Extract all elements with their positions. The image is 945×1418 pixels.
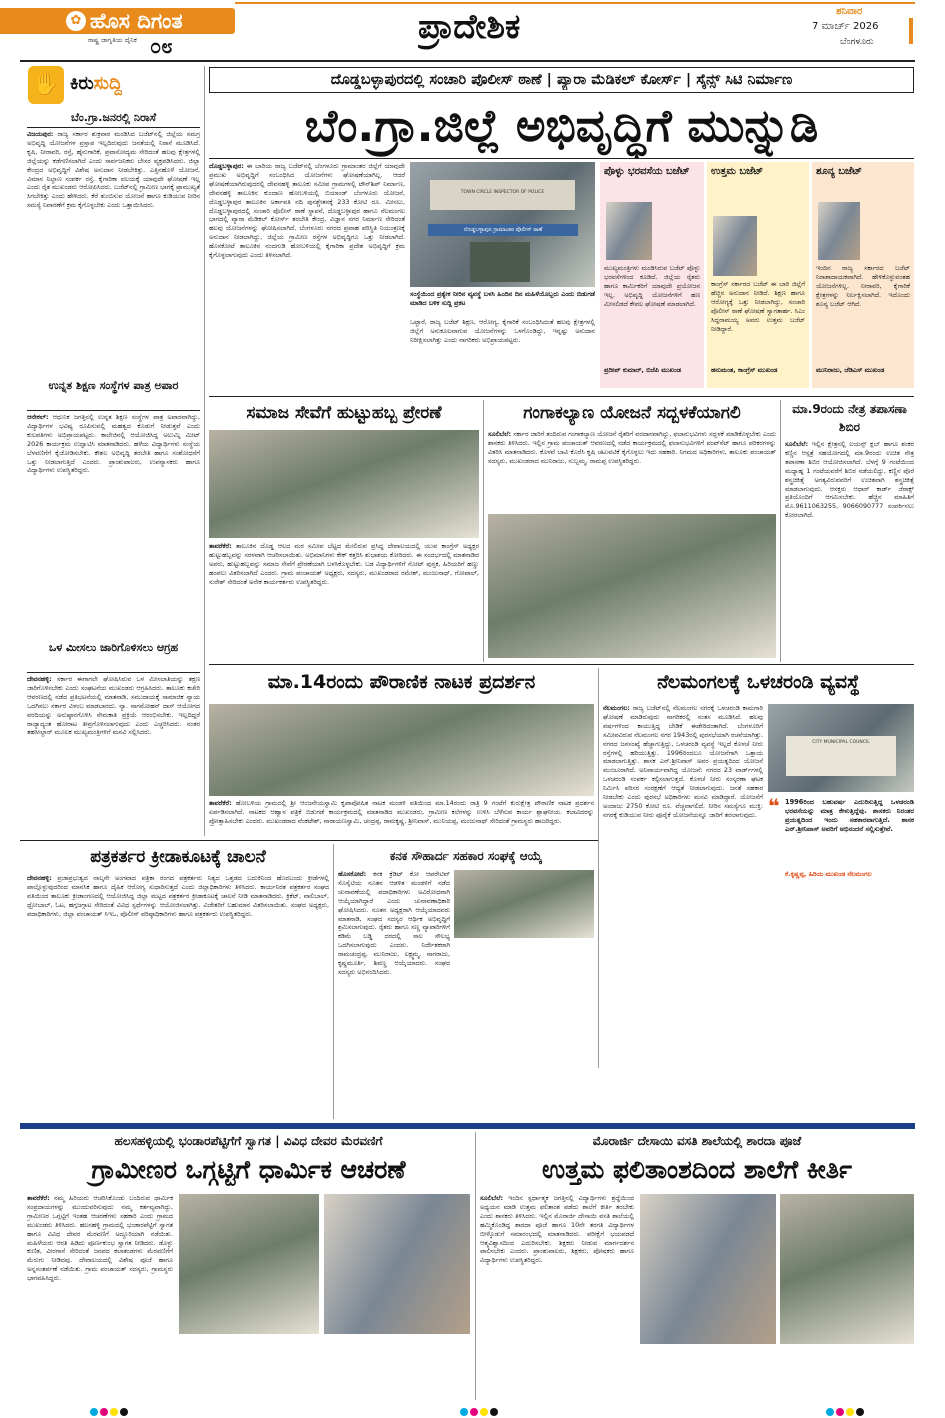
story-ganga-kalyana	[488, 400, 776, 660]
lead-headline: ಬೆಂ.ಗ್ರಾ.ಜಿಲ್ಲೆ ಅಭಿವೃದ್ಧಿಗೆ ಮುನ್ನುಡಿ	[304, 99, 819, 152]
date-label: 7 ಮಾರ್ಚ್ 2026	[812, 21, 879, 32]
masthead-side-bar	[909, 18, 913, 44]
reaction-1	[600, 162, 704, 388]
kiru-label-b: ಸುದ್ದಿ	[93, 73, 123, 94]
brief-dateline: ವಿಜಯಪುರ:	[27, 130, 54, 138]
brief-title: ಒಳ ಮೀಸಲು ಜಾರಿಗೊಳಿಸಲು ಆಗ್ರಹ	[48, 641, 179, 654]
registration-dot	[836, 1408, 844, 1416]
story-text: ರಾಜ್ಯ ಬಜೆಟ್‌ನಲ್ಲಿ ನೆಲಮಂಗಲ ನಗರಕ್ಕೆ ಒಳಚರಂಡಿ ಕಾಮಗಾರಿ ಘೋಷಣೆ ಮಾಡಿರುವುದು ನಾಗರಿಕರಲ್ಲಿ ಸಂತಸ ಮೂಡಿಸಿದೆ. ಹಲವು ವರ್ಷಗಳಿಂದ ಕಾಯುತ್ತಿದ್ದ ಬೇಡಿಕೆ ಈಡೇರಿದಂತಾಗಿದೆ. ಬೆಂಗಳೂರಿಗೆ ಸಮೀಪವಿರುವ ನೆಲಮಂಗಲ ನಗರ 1943ರಲ್ಲಿ ಪುರಸಭೆಯಾಗಿ ರಚನೆಯಾಗಿತ್ತು. ನಗರದ ಜನಸಂಖ್ಯೆ ಹೆಚ್ಚಾಗುತ್ತಿದ್ದು, ಒಳಚರಂಡಿ ವ್ಯವಸ್ಥೆ ಇಲ್ಲದೆ ಕೊಳಚೆ ನೀರು ರಸ್ತೆಗಳಲ್ಲಿ ಹರಿಯುತ್ತಿತ್ತು. 1996ರಿಂದಲೂ ಯೋಜನೆಗಾಗಿ ಒತ್ತಾಯ ಮಾಡಲಾಗುತ್ತಿತ್ತು. ಶಾಸಕ ಎನ್.ಶ್ರೀನಿವಾಸ್ ಅವರ ಪ್ರಯತ್ನದಿಂದ ಯೋಜನೆ ಮಂಜೂರಾಗಿದೆ. ಅನಿವಾರ್ಯವಾಗಿದ್ದ ಯೋಜನೆ: ನಗರದ 23 ವಾರ್ಡ್‌ಗಳಲ್ಲಿ ಒಳಚರಂಡಿ ಸಂಪರ್ಕ ಕಲ್ಪಿಸಲಾಗುತ್ತದೆ. ಕೊಳಚೆ ನೀರು ಸಂಸ್ಕರಣಾ ಘಟಕ ನಿರ್ಮಿಸಿ ಪರಿಸರ ಸಂರಕ್ಷಣೆಗೆ ಆದ್ಯತೆ ನೀಡಲಾಗುವುದು. ಜನತೆ ಸಹಕಾರ ನೀಡಬೇಕು ಎಂದು ಪುರಸಭೆ ಅಧಿಕಾರಿಗಳು ಮನವಿ ಮಾಡಿದ್ದಾರೆ. ಯೋಜನೆಗೆ ಅಂದಾಜು 2750 ಕೋಟಿ ರೂ. ವೆಚ್ಚವಾಗಲಿದೆ. ನೀರಿನ ಸಮಸ್ಯೆಗೂ ಮುಕ್ತಿ: ನಗರಕ್ಕೆ ಕುಡಿಯುವ ನೀರು ಪೂರೈಕೆ ಯೋಜನೆಯನ್ನೂ ಜಾರಿಗೆ ತರಲಾಗುವುದು.	[603, 704, 763, 819]
story-headline: ಕನಕ ಸೌಹಾರ್ದ ಸಹಕಾರ ಸಂಘಕ್ಕೆ ಆಯ್ಕೆ	[389, 849, 543, 863]
section-divider	[209, 396, 914, 397]
reaction-2	[707, 162, 809, 388]
reaction-3	[812, 162, 914, 388]
day-label: ಶನಿವಾರ	[836, 6, 863, 17]
story-photo	[640, 1194, 776, 1344]
lead-caption-body: ಒಟ್ಟಾರೆ, ರಾಜ್ಯ ಬಜೆಟ್ ಶಿಕ್ಷಣ, ಆರೋಗ್ಯ, ಕೈಗಾರಿಕೆ ಸಂಬಂಧಿಸಿದಂತೆ ಹಲವು ಕ್ಷೇತ್ರಗಳಲ್ಲಿ ಜಿಲ್ಲೆಗೆ ಅನುಕೂಲವಾಗುವ ಯೋಜನೆಗಳನ್ನು ಒಳಗೊಂಡಿದ್ದು, ಇನ್ನಷ್ಟು ಅನುದಾನ ನಿರೀಕ್ಷಿಸಲಾಗಿತ್ತು ಎಂದು ನಾಗರಿಕರು ಅಭಿಪ್ರಾಯಪಟ್ಟರು.	[410, 318, 595, 344]
story-text: ಇಲ್ಲಿನ ಕ್ಷೇತ್ರನಲ್ಲಿ ಲಯನ್ಸ್ ಕ್ಲಬ್ ಹಾಗೂ ಶಂಕರ ಕಣ್ಣಿನ ಆಸ್ಪತ್ರೆ ಸಹಯೋಗದಲ್ಲಿ ಮಾ.9ರಂದು ಉಚಿತ ನೇತ್ರ ತಪಾಸಣಾ ಶಿಬಿರ ಆಯೋಜಿಸಲಾಗಿದೆ. ಬೆಳಗ್ಗೆ 9 ಗಂಟೆಯಿಂದ ಮಧ್ಯಾಹ್ನ 1 ಗಂಟೆಯವರೆಗೆ ಶಿಬಿರ ನಡೆಯಲಿದ್ದು, ಕಣ್ಣಿನ ಪೊರೆ ಶಸ್ತ್ರಚಿಕಿತ್ಸೆ ಅಗತ್ಯವಿರುವವರಿಗೆ ಉಚಿತವಾಗಿ ಶಸ್ತ್ರಚಿಕಿತ್ಸೆ ಮಾಡಲಾಗುವುದು. ಆಸಕ್ತರು ಆಧಾರ್ ಕಾರ್ಡ್ ಜೆರಾಕ್ಸ್ ಪ್ರತಿಯೊಂದಿಗೆ ಆಗಮಿಸಬೇಕು. ಹೆಚ್ಚಿನ ಮಾಹಿತಿಗೆ ಮೊ.9611063255, 9066090777 ಸಂಪರ್ಕಿಸಲು ಕೋರಲಾಗಿದೆ.	[785, 440, 914, 520]
story-text: ಕನಕ ಕ್ರೆಡಿಟ್ ಕೋ ಆಪರೇಟಿವ್ ಸೊಸೈಟಿಯ ನೂತನ ಆಡಳಿತ ಮಂಡಳಿಗೆ ನಡೆದ ಚುನಾವಣೆಯಲ್ಲಿ ಪದಾಧಿಕಾರಿಗಳು ಅವಿರೋಧವಾಗಿ ಆಯ್ಕೆಯಾಗಿದ್ದಾರೆ ಎಂದು ಚುನಾವಣಾಧಿಕಾರಿ ಘೋಷಿಸಿದರು. ನೂತನ ಅಧ್ಯಕ್ಷರಾಗಿ ಆಯ್ಕೆಯಾದವರು ಮಾತನಾಡಿ, ಸಂಘದ ಸದಸ್ಯರ ಆರ್ಥಿಕ ಅಭಿವೃದ್ಧಿಗೆ ಶ್ರಮಿಸಲಾಗುವುದು. ರೈತರು ಹಾಗೂ ಸಣ್ಣ ವ್ಯಾಪಾರಿಗಳಿಗೆ ಕಡಿಮೆ ಬಡ್ಡಿ ದರದಲ್ಲಿ ಸಾಲ ಸೌಲಭ್ಯ ಒದಗಿಸಲಾಗುವುದು ಎಂದರು. ನಿರ್ದೇಶಕರಾಗಿ ರಾಮಚಂದ್ರಪ್ಪ, ಮುನಿರಾಜು, ಲಕ್ಷ್ಮಮ್ಮ, ನಾಗರಾಜು, ಕೃಷ್ಣಮೂರ್ತಿ, ಶಿವಣ್ಣ ಆಯ್ಕೆಯಾದರು. ಸಂಘದ ಸದಸ್ಯರು ಅಭಿನಂದಿಸಿದರು.	[338, 870, 450, 976]
story-morarji	[480, 1132, 914, 1400]
story-headline: ಉತ್ತಮ ಫಲಿತಾಂಶದಿಂದ ಶಾಲೆಗೆ ಕೀರ್ತಿ	[542, 1155, 852, 1184]
story-eye-camp	[785, 400, 914, 660]
story-headline: ಗ್ರಾಮೀಣರ ಒಗ್ಗಟ್ಟಿಗೆ ಧಾರ್ಮಿಕ ಆಚರಣೆ	[91, 1155, 406, 1184]
story-dateline: ತಾವರೆಕೆರೆ:	[27, 1194, 50, 1202]
story-text: ಹೋಬಳಿಯ ಗ್ರಾಮದಲ್ಲಿ ಶ್ರೀ ಆಂಜನೇಯಸ್ವಾಮಿ ಕೃಪಾಪೋಷಿತ ನಾಟಕ ಮಂಡಳಿ ವತಿಯಿಂದ ಮಾ.14ರಂದು ರಾತ್ರಿ 9 ಗಂಟೆಗೆ ಕುರುಕ್ಷೇತ್ರ ಪೌರಾಣಿಕ ನಾಟಕ ಪ್ರದರ್ಶನ ಏರ್ಪಡಿಸಲಾಗಿದೆ. ನಾಟಕದ ಆಹ್ವಾನ ಪತ್ರಿಕೆ ಬಿಡುಗಡೆ ಕಾರ್ಯಕ್ರಮದಲ್ಲಿ ಮಾತನಾಡಿದ ಮುಖಂಡರು, ಗ್ರಾಮೀಣ ಕಲೆಗಳನ್ನು ಉಳಿಸಿ ಬೆಳೆಸುವ ಕಾರ್ಯ ಶ್ಲಾಘನೀಯ. ಕಲಾವಿದರನ್ನು ಪ್ರೋತ್ಸಾಹಿಸಬೇಕು ಎಂದರು. ಮುಖಂಡರಾದ ವೆಂಕಟೇಶ್, ನಾರಾಯಣಸ್ವಾಮಿ, ಚಂದ್ರಪ್ಪ, ರಾಮಕೃಷ್ಣ, ಶ್ರೀನಿವಾಸ್, ಮುನಿಯಪ್ಪ, ಮಂಜುನಾಥ್ ಸೇರಿದಂತೆ ಗ್ರಾಮಸ್ಥರು ಹಾಜರಿದ್ದರು.	[209, 799, 594, 825]
brief-rule	[27, 410, 200, 411]
story-quote-sign: ಕೆ.ಕೃಷ್ಣಪ್ಪ, ಹಿರಿಯ ಮುಖಂಡ ನೆಲಮಂಗಲ	[785, 870, 872, 878]
reaction-quote: ಇಂದಿನ ರಾಜ್ಯ ಸರ್ಕಾರದ ಬಜೆಟ್ ನಿರಾಶಾದಾಯಕವಾಗಿದೆ. ಹೇಳಿಕೊಳ್ಳುವಂತಹ ಯೋಜನೆಗಳಿಲ್ಲ. ನೀರಾವರಿ, ಕೈಗಾರಿಕೆ ಕ್ಷೇತ್ರಗಳನ್ನು ನಿರ್ಲಕ್ಷಿಸಲಾಗಿದೆ. ಇದೊಂದು ಶೂನ್ಯ ಬಜೆಟ್ ಆಗಿದೆ.	[816, 264, 910, 308]
brief-text: ಸರ್ಕಾರ ಈಗಾಗಲೇ ಘೋಷಿಸಿರುವ ಒಳ ಮೀಸಲಾತಿಯನ್ನು ತಕ್ಷಣ ಜಾರಿಗೊಳಿಸಬೇಕು ಎಂದು ಸಂಘಟನೆಯ ಮುಖಂಡರು ಆಗ್ರಹಿಸಿದರು. ತಾಲೂಕು ಕಚೇರಿ ಆವರಣದಲ್ಲಿ ನಡೆದ ಪ್ರತಿಭಟನೆಯಲ್ಲಿ ಮಾತನಾಡಿ, ಸಮುದಾಯಕ್ಕೆ ಸಾಮಾಜಿಕ ನ್ಯಾಯ ಒದಗಿಸಲು ಸರ್ಕಾರ ವಿಳಂಬ ಮಾಡಬಾರದು. ನ್ಯಾ. ನಾಗಮೋಹನ್ ದಾಸ್ ಆಯೋಗದ ವರದಿಯನ್ನು ಅನುಷ್ಠಾನಗೊಳಿಸಿ ನೇಮಕಾತಿ ಪ್ರಕ್ರಿಯೆ ಆರಂಭಿಸಬೇಕು. ಇಲ್ಲದಿದ್ದರೆ ರಾಜ್ಯಾದ್ಯಂತ ಹೋರಾಟ ತೀವ್ರಗೊಳಿಸಲಾಗುವುದು ಎಂದು ಎಚ್ಚರಿಸಿದರು. ನಂತರ ತಹಸೀಲ್ದಾರ್ ಮೂಲಕ ಮುಖ್ಯಮಂತ್ರಿಗಳಿಗೆ ಮನವಿ ಸಲ್ಲಿಸಿದರು.	[27, 675, 200, 737]
reaction-avatar	[606, 202, 652, 260]
registration-dot	[846, 1408, 854, 1416]
brief-2	[27, 378, 200, 632]
story-photo	[780, 1194, 914, 1344]
story-headline: ಪತ್ರಕರ್ತರ ಕ್ರೀಡಾಕೂಟಕ್ಕೆ ಚಾಲನೆ	[90, 847, 266, 867]
story-halasahalli	[27, 1132, 470, 1400]
story-dateline: ಹೊಸಕೋಟೆ:	[338, 870, 367, 878]
column-divider	[204, 66, 205, 836]
story-body	[480, 1194, 634, 1398]
kiru-label	[70, 72, 122, 96]
reaction-sign: ಪ್ರದೀಪ್ ಕುಮಾರ್, ಬಿಜೆಪಿ ಮುಖಂಡ	[604, 366, 681, 374]
registration-dot	[826, 1408, 834, 1416]
story-headline: ಮಾ.9ರಂದು ನೇತ್ರ ತಪಾಸಣಾ ಶಿಬಿರ	[792, 402, 907, 434]
section-title: ಪ್ರಾದೇಶಿಕ	[418, 7, 521, 47]
story-dateline: ತಾವರೆಕೆರೆ:	[209, 799, 232, 807]
brief-body	[27, 413, 200, 628]
story-body	[603, 704, 763, 1066]
logo-text: ಹೊಸ ದಿಗಂತ	[90, 9, 183, 33]
story-text: ಪ್ರಜಾಪ್ರಭುತ್ವದ ನಾಲ್ಕನೇ ಅಂಗವಾದ ಪತ್ರಿಕಾ ರಂಗದ ಪತ್ರಕರ್ತರು ನಿತ್ಯದ ಒತ್ತಡದ ಬದುಕಿನಿಂದ ಹೊರಬಂದು ಕ್ರೀಡೆಗಳಲ್ಲಿ ಪಾಲ್ಗೊಳ್ಳುವುದರಿಂದ ಮಾನಸಿಕ ಹಾಗೂ ದೈಹಿಕ ಆರೋಗ್ಯ ಸುಧಾರಿಸುತ್ತದೆ ಎಂದು ಜಿಲ್ಲಾಧಿಕಾರಿಗಳು ತಿಳಿಸಿದರು. ಕಾರ್ಯನಿರತ ಪತ್ರಕರ್ತರ ಸಂಘದ ವತಿಯಿಂದ ತಾಲೂಕು ಕ್ರೀಡಾಂಗಣದಲ್ಲಿ ಆಯೋಜಿಸಿದ್ದ ಜಿಲ್ಲಾ ಮಟ್ಟದ ಪತ್ರಕರ್ತರ ಕ್ರೀಡಾಕೂಟಕ್ಕೆ ಚಾಲನೆ ನೀಡಿ ಮಾತನಾಡಿದರು. ಕ್ರಿಕೆಟ್, ವಾಲಿಬಾಲ್, ಥ್ರೋಬಾಲ್, ಓಟ, ಹಗ್ಗಜಗ್ಗಾಟ ಸೇರಿದಂತೆ ವಿವಿಧ ಸ್ಪರ್ಧೆಗಳನ್ನು ಆಯೋಜಿಸಲಾಗಿತ್ತು. ವಿಜೇತರಿಗೆ ಬಹುಮಾನ ವಿತರಿಸಲಾಯಿತು. ಸಂಘದ ಅಧ್ಯಕ್ಷರು, ಪದಾಧಿಕಾರಿಗಳು, ಜಿಲ್ಲಾ ಪಂಚಾಯತ್ ಸಿಇಒ, ಪೊಲೀಸ್ ವರಿಷ್ಠಾಧಿಕಾರಿಗಳು ಹಾಗೂ ಪತ್ರಕರ್ತರು ಉಪಸ್ಥಿತರಿದ್ದರು.	[27, 874, 329, 918]
registration-dot	[480, 1408, 488, 1416]
kiru-suddi-badge	[28, 66, 198, 106]
story-dateline: ದೇವನಹಳ್ಳಿ:	[27, 874, 52, 882]
story-photo	[454, 870, 594, 938]
registration-dot	[100, 1408, 108, 1416]
reaction-title: ಉತ್ತಮ ಬಜೆಟ್	[711, 166, 764, 177]
registration-dot	[460, 1408, 468, 1416]
section-divider	[209, 664, 914, 665]
brief-text: ಆಧುನಿಕ ಜಗತ್ತಿನಲ್ಲಿ ಉನ್ನತ ಶಿಕ್ಷಣ ಸಂಸ್ಥೆಗಳ ಪಾತ್ರ ಅಪಾರವಾಗಿದ್ದು, ವಿದ್ಯಾರ್ಥಿಗಳ ಭವಿಷ್ಯ ರೂಪಿಸುವಲ್ಲಿ ಮಹತ್ವದ ಕೊಡುಗೆ ನೀಡುತ್ತವೆ ಎಂದು ಕುಲಪತಿಗಳು ಅಭಿಪ್ರಾಯಪಟ್ಟರು. ಕಾಲೇಜಿನಲ್ಲಿ ಆಯೋಜಿಸಿದ್ದ ಅಲುಮ್ನಿ ಮೀಟ್ 2026 ಕಾರ್ಯಕ್ರಮ ಉದ್ಘಾಟಿಸಿ ಮಾತನಾಡಿದರು. ಹಳೆಯ ವಿದ್ಯಾರ್ಥಿಗಳು ಸಂಸ್ಥೆಯ ಬೆಳವಣಿಗೆಗೆ ಕೈಜೋಡಿಸಬೇಕು. ಕೌಶಲ ಅಭಿವೃದ್ಧಿ ತರಬೇತಿ ಹಾಗೂ ಸಂಶೋಧನೆಗೆ ಒತ್ತು ನೀಡಲಾಗುತ್ತಿದೆ ಎಂದರು. ಪ್ರಾಂಶುಪಾಲರು, ಉಪನ್ಯಾಸಕರು ಹಾಗೂ ವಿದ್ಯಾರ್ಥಿಗಳು ಉಪಸ್ಥಿತರಿದ್ದರು.	[27, 413, 200, 475]
story-dateline: ನೆಲಮಂಗಲ:	[603, 704, 630, 712]
station-sign: TOWN CIRCLE INSPECTOR OF POLICE	[460, 190, 545, 195]
registration-dot	[120, 1408, 128, 1416]
brief-title: ಉನ್ನತ ಶಿಕ್ಷಣ ಸಂಸ್ಥೆಗಳ ಪಾತ್ರ ಅಪಾರ	[48, 379, 179, 392]
page-number: ೦೮	[150, 34, 173, 58]
station-roof	[430, 180, 575, 210]
story-dateline: ಸೂಲಿಬೆಲೆ:	[488, 430, 512, 438]
masthead	[0, 0, 945, 58]
story-dateline: ಸೂಲಿಬೆಲೆ:	[480, 1194, 504, 1202]
page-divider	[20, 1123, 915, 1129]
column-divider	[780, 400, 781, 662]
lead-kicker-box	[209, 67, 914, 93]
story-kicker: ಮೊರಾರ್ಜಿ ದೇಸಾಯಿ ವಸತಿ ಶಾಲೆಯಲ್ಲಿ ಶಾರದಾ ಪೂಜೆ	[592, 1134, 802, 1148]
lead-body	[209, 162, 405, 402]
column-divider	[483, 400, 484, 662]
story-photo	[179, 1194, 319, 1334]
section-divider	[20, 840, 598, 841]
lead-rule	[209, 158, 914, 159]
story-body	[488, 430, 776, 510]
column-divider	[333, 844, 334, 1119]
registration-dot	[90, 1408, 98, 1416]
reaction-sign: ಹನುಮಂತ, ಕಾಂಗ್ರೆಸ್ ಮುಖಂಡ	[711, 366, 778, 374]
story-nelamangala	[603, 668, 914, 1068]
station-board: ದೊಡ್ಡಬಳ್ಳಾಪುರ ಗ್ರಾಮಾಂತರ ಪೊಲೀಸ್ ಠಾಣೆ	[428, 224, 578, 236]
brief-body	[27, 675, 200, 835]
story-social-service	[209, 400, 479, 660]
story-text: ಸರ್ಕಾರ ಜಾರಿಗೆ ತಂದಿರುವ ಗಂಗಾಕಲ್ಯಾಣ ಯೋಜನೆ ರೈತರಿಗೆ ವರದಾನವಾಗಿದ್ದು, ಫಲಾನುಭವಿಗಳು ಸದ್ಬಳಕೆ ಮಾಡಿಕೊಳ್ಳಬೇಕು ಎಂದು ಶಾಸಕರು ತಿಳಿಸಿದರು. ಇಲ್ಲಿನ ಗ್ರಾಮ ಪಂಚಾಯತ್ ಆವರಣದಲ್ಲಿ ನಡೆದ ಕಾರ್ಯಕ್ರಮದಲ್ಲಿ ಫಲಾನುಭವಿಗಳಿಗೆ ಪಂಪ್‌ಸೆಟ್ ಹಾಗೂ ಪರಿಕರಗಳನ್ನು ವಿತರಿಸಿ ಮಾತನಾಡಿದರು. ಕೊಳವೆ ಬಾವಿ ಕೊರೆಸಿ ಕೃಷಿ ಚಟುವಟಿಕೆ ಕೈಗೊಳ್ಳಲು ಇದು ಸಹಕಾರಿ. ನಿಗಮದ ಅಧಿಕಾರಿಗಳು, ತಾಲೂಕು ಪಂಚಾಯತ್ ಸದಸ್ಯರು, ಮುಖಂಡರಾದ ಮುನಿರಾಜು, ಸುಬ್ಬಮ್ಮ, ರಾಮಪ್ಪ ಉಪಸ್ಥಿತರಿದ್ದರು.	[488, 430, 776, 465]
reaction-avatar	[818, 202, 860, 260]
story-kicker: ಹಲಸಹಳ್ಳಿಯಲ್ಲಿ ಭಂಡಾರಪೆಟ್ಟಿಗೆಗೆ ಸ್ವಾಗತ | ವಿವಿಧ ದೇವರ ಮೆರವಣಿಗೆ	[114, 1134, 383, 1148]
lead-caption: ಸಂಸ್ಥೆಯಿಂದ ಪ್ರತ್ಯೇಕ ನೀರಿನ ವ್ಯವಸ್ಥೆ ಬಳಸಿ ಹಿಂದಿನ ದಿನ ಮಹಿಳೆಯೊಬ್ಬರು ಎಂದು ಬಿಡುಗಡೆ ಮಾಡಿದ ಬಳಿಕ ಸುದ್ದಿ ಪ್ರಕಟ	[410, 290, 595, 307]
story-headline: ನೆಲಮಂಗಲಕ್ಕೆ ಒಳಚರಂಡಿ ವ್ಯವಸ್ಥೆ	[657, 671, 860, 693]
lead-dateline: ದೊಡ್ಡಬಳ್ಳಾಪುರ:	[209, 162, 244, 170]
quote-mark-icon: ❝	[768, 794, 780, 818]
reaction-quote: ಮುಖ್ಯಮಂತ್ರಿಗಳು ಮಂಡಿಸಿರುವ ಬಜೆಟ್ ಪೊಳ್ಳು ಭರವಸೆಗಳಿಂದ ಕೂಡಿದೆ. ಜಿಲ್ಲೆಯ ರೈತರು ಹಾಗೂ ಕಾರ್ಮಿಕರಿಗೆ ಯಾವುದೇ ಪ್ರಯೋಜನ ಇಲ್ಲ. ಅಭಿವೃದ್ಧಿ ಯೋಜನೆಗಳಿಗೆ ಹಣ ಮೀಸಲಿಡದೆ ಕೇವಲ ಘೋಷಣೆ ಮಾಡಲಾಗಿದೆ.	[604, 264, 700, 308]
reaction-title: ಶೂನ್ಯ ಬಜೆಟ್	[816, 166, 862, 177]
story-quote: 1996ರಿಂದ ಬಹುವರ್ಷ ಎದುರಿಸುತ್ತಿದ್ದ ಒಳಚರಂಡಿ ಭರವಸೆಯನ್ನು ಮಾತ್ರ ಕೇಳುತ್ತಿದ್ದೆವು. ಶಾಸಕರು ನಿರಂತರ ಪ್ರಯತ್ನದಿಂದ ಇಂದು ಸಹಕಾರವಾಗುತ್ತಿದೆ. ಶಾಸಕ ಎನ್.ಶ್ರೀನಿವಾಸ್ ಅವರಿಗೆ ಅಭಿನಂದನೆ ಸಲ್ಲಿಸುತ್ತೇವೆ.	[785, 798, 914, 833]
story-text: ನಮ್ಮ ಹಿರಿಯರು ಆಚರಿಸಿಕೊಂಡು ಬಂದಿರುವ ಧಾರ್ಮಿಕ ಸಂಪ್ರದಾಯಗಳನ್ನು ಮುಂದುವರಿಸುವುದು ನಮ್ಮ ಕರ್ತವ್ಯವಾಗಿದ್ದು, ಗ್ರಾಮೀಣರ ಒಗ್ಗಟ್ಟಿಗೆ ಇಂತಹ ಆಚರಣೆಗಳು ಸಹಕಾರಿ ಎಂದು ಗ್ರಾಮದ ಮುಖಂಡರು ತಿಳಿಸಿದರು. ಹಲಸಹಳ್ಳಿ ಗ್ರಾಮದಲ್ಲಿ ಭಂಡಾರಪೆಟ್ಟಿಗೆ ಸ್ವಾಗತ ಹಾಗೂ ವಿವಿಧ ದೇವರ ಮೆರವಣಿಗೆ ಅದ್ದೂರಿಯಾಗಿ ನಡೆಯಿತು. ಮಹಿಳೆಯರು ಆರತಿ ಹಿಡಿದು ಪೂರ್ಣಕುಂಭ ಸ್ವಾಗತ ನೀಡಿದರು. ಡೊಳ್ಳು ಕುಣಿತ, ವೀರಗಾಸೆ ಸೇರಿದಂತೆ ಜನಪದ ಕಲಾತಂಡಗಳು ಮೆರವಣಿಗೆಗೆ ಮೆರುಗು ನೀಡಿದವು. ದೇವಾಲಯದಲ್ಲಿ ವಿಶೇಷ ಪೂಜೆ ಹಾಗೂ ಅನ್ನಸಂತರ್ಪಣೆ ನಡೆಯಿತು. ಗ್ರಾಮ ಪಂಚಾಯತ್ ಸದಸ್ಯರು, ಗ್ರಾಮಸ್ಥರು ಭಾಗವಹಿಸಿದ್ದರು.	[27, 1194, 173, 1283]
brief-title: ಬೆಂ.ಗ್ರಾ.ಜನರಲ್ಲಿ ನಿರಾಸೆ	[70, 111, 157, 124]
story-photo	[324, 1194, 470, 1334]
story-body	[785, 440, 914, 658]
lead-photo	[410, 162, 595, 287]
lead-text: ಈ ಬಾರಿಯ ರಾಜ್ಯ ಬಜೆಟ್‌ನಲ್ಲಿ ಬೆಂಗಳೂರು ಗ್ರಾಮಾಂತರ ಜಿಲ್ಲೆಗೆ ಯಾವುದೇ ಪ್ರಮುಖ ಅಭಿವೃದ್ಧಿಗೆ ಸಂಬಂಧಿಸಿದ ಯೋಜನೆಗಳು ಘೋಷಣೆಯಾಗಿಲ್ಲ. ಆದರೆ ಘೋಷಣೆಯಾಗಿರುವುದರಲ್ಲಿ ದೇವನಹಳ್ಳಿ ತಾಲೂಕು ಸಮೀಪ ಗ್ರಾಮಗಳಲ್ಲಿ ಟೌನ್‌ಶಿಪ್ ನಿರ್ಮಾಣ, ದೇವನಹಳ್ಳಿ ತಾಲೂಕಿನ ಕುಂದಾಣ ಹೋಬಳಿಯಲ್ಲಿ ಬಿಯಾಂಡ್ ಬೆಂಗಳೂರು ಯೋಜನೆ, ದೊಡ್ಡಬಳ್ಳಾಪುರ ತಾಲೂಕಿನ ಅರ್ಕಾವತಿ ನದಿ ಪುನಶ್ಚೇತನಕ್ಕೆ 233 ಕೋಟಿ ರೂ. ಮೀಸಲು, ದೊಡ್ಡಬಳ್ಳಾಪುರದಲ್ಲಿ ಸಂಚಾರಿ ಪೊಲೀಸ್ ಠಾಣೆ ಸ್ಥಾಪನೆ, ದೊಡ್ಡಬಳ್ಳಾಪುರ ಹಾಗೂ ನೆಲಮಂಗಲ ಭಾಗದಲ್ಲಿ ಪ್ಯಾರಾ ಮೆಡಿಕಲ್ ಕೋರ್ಸ್ ತರಬೇತಿ ಕೇಂದ್ರ, ವಿಜ್ಞಾನ ನಗರ ನಿರ್ಮಾಣ ಸೇರಿದಂತೆ ಹಲವು ಯೋಜನೆಗಳನ್ನು ಘೋಷಿಸಲಾಗಿದೆ. ಬೆಂಗಳೂರು ನಗರದ ಪ್ರವಾಹ ಪರಿಸ್ಥಿತಿ ನಿಯಂತ್ರಣಕ್ಕೆ ಅನುದಾನ ನೀಡಲಾಗಿದ್ದು, ಜಿಲ್ಲೆಯ ಗ್ರಾಮೀಣ ರಸ್ತೆಗಳ ಅಭಿವೃದ್ಧಿಗೂ ಒತ್ತು ನೀಡಲಾಗಿದೆ. ಹೊಸಕೋಟೆ ತಾಲೂಕಿನ ನಂದಗುಡಿ ಹೋಬಳಿಯಲ್ಲಿ ಕೈಗಾರಿಕಾ ಪ್ರದೇಶ ಅಭಿವೃದ್ಧಿಗೆ ಕ್ರಮ ಕೈಗೊಳ್ಳಲಾಗುವುದು ಎಂದು ತಿಳಿಸಲಾಗಿದೆ.	[209, 162, 405, 260]
story-photo	[768, 704, 914, 792]
registration-dot	[470, 1408, 478, 1416]
story-body	[209, 542, 479, 660]
story-body	[27, 1194, 173, 1398]
city-label: ಬೆಂಗಳೂರು	[840, 37, 874, 47]
story-photo	[488, 514, 776, 658]
column-divider	[598, 668, 599, 1068]
story-headline: ಸಮಾಜ ಸೇವೆಗೆ ಹುಟ್ಟುಹಬ್ಬ ಪ್ರೇರಣೆ	[246, 403, 442, 423]
reaction-avatar	[713, 216, 757, 276]
story-photo	[209, 430, 479, 538]
story-body	[27, 874, 329, 1116]
registration-dot	[490, 1408, 498, 1416]
brief-dateline: ಆನೇಕಲ್:	[27, 413, 49, 421]
brief-body	[27, 130, 200, 366]
lead-kicker: ದೊಡ್ಡಬಳ್ಳಾಪುರದಲ್ಲಿ ಸಂಚಾರಿ ಪೊಲೀಸ್ ಠಾಣೆ | ಪ್ಯಾರಾ ಮೆಡಿಕಲ್ ಕೋರ್ಸ್ | ಸೈನ್ಸ್ ಸಿಟಿ ನಿರ್ಮಾಣ	[330, 72, 793, 88]
kiru-label-a: ಕಿರು	[70, 73, 94, 94]
story-headline: ಮಾ.14ರಂದು ಪೌರಾಣಿಕ ನಾಟಕ ಪ್ರದರ್ಶನ	[267, 671, 536, 693]
registration-dot	[856, 1408, 864, 1416]
brief-1	[27, 110, 200, 368]
story-text: ತಾಲೂಕಿನ ದೊಡ್ಡ ಆಲದ ಮರ ಸಮೀಪ ಬೆಟ್ಟದ ಮೇಲಿರುವ ಪ್ರಸಿದ್ಧ ದೇವಾಲಯದಲ್ಲಿ ಯುವ ಕಾಂಗ್ರೆಸ್ ಅಧ್ಯಕ್ಷರ ಹುಟ್ಟುಹಬ್ಬವನ್ನು ಸರಳವಾಗಿ ಆಚರಿಸಲಾಯಿತು. ಅಭಿಮಾನಿಗಳು ಕೇಕ್ ಕತ್ತರಿಸಿ ಶುಭಾಶಯ ಕೋರಿದರು. ಈ ಸಂದರ್ಭದಲ್ಲಿ ಮಾತನಾಡಿದ ಅವರು, ಹುಟ್ಟುಹಬ್ಬವನ್ನು ಸಮಾಜ ಸೇವೆಗೆ ಪ್ರೇರಣೆಯಾಗಿ ಬಳಸಿಕೊಳ್ಳಬೇಕು. ಬಡ ವಿದ್ಯಾರ್ಥಿಗಳಿಗೆ ನೋಟ್ ಪುಸ್ತಕ, ಹಿರಿಯರಿಗೆ ಹಣ್ಣು ಹಂಪಲು ವಿತರಿಸಲಾಗಿದೆ ಎಂದರು. ಗ್ರಾಮ ಪಂಚಾಯತ್ ಅಧ್ಯಕ್ಷರು, ಸದಸ್ಯರು, ಮುಖಂಡರಾದ ರಮೇಶ್, ಮಂಜುನಾಥ್, ಗೋಪಾಲ್, ಸುರೇಶ್ ಸೇರಿದಂತೆ ಅನೇಕ ಕಾರ್ಯಕರ್ತರು ಉಪಸ್ಥಿತರಿದ್ದರು.	[209, 542, 479, 586]
story-kanaka	[338, 844, 594, 1119]
brief-dateline: ದೇವನಹಳ್ಳಿ:	[27, 675, 52, 683]
reaction-title: ಪೊಳ್ಳು ಭರವಸೆಯ ಬಜೆಟ್	[604, 166, 690, 177]
story-dateline: ಸೂಲಿಬೆಲೆ:	[785, 440, 809, 448]
story-journalists	[27, 844, 329, 1119]
story-headline: ಗಂಗಾಕಲ್ಯಾಣ ಯೋಜನೆ ಸದ್ಬಳಕೆಯಾಗಲಿ	[523, 403, 741, 423]
story-dateline: ತಾವರೆಕೆರೆ:	[209, 542, 232, 550]
story-photo	[209, 704, 594, 796]
story-text: ಇಂದಿನ ಸ್ಪರ್ಧಾತ್ಮಕ ಜಗತ್ತಿನಲ್ಲಿ ವಿದ್ಯಾರ್ಥಿಗಳು ಶ್ರದ್ಧೆಯಿಂದ ಅಧ್ಯಯನ ಮಾಡಿ ಉತ್ತಮ ಫಲಿತಾಂಶ ಪಡೆದು ಶಾಲೆಗೆ ಕೀರ್ತಿ ತರಬೇಕು ಎಂದು ಶಾಸಕರು ತಿಳಿಸಿದರು. ಇಲ್ಲಿನ ಮೊರಾರ್ಜಿ ದೇಸಾಯಿ ವಸತಿ ಶಾಲೆಯಲ್ಲಿ ಹಮ್ಮಿಕೊಂಡಿದ್ದ ಶಾರದಾ ಪೂಜೆ ಹಾಗೂ 10ನೇ ತರಗತಿ ವಿದ್ಯಾರ್ಥಿಗಳ ಬೀಳ್ಕೊಡುಗೆ ಸಮಾರಂಭದಲ್ಲಿ ಮಾತನಾಡಿದರು. ಪರೀಕ್ಷೆಗೆ ಭಯಪಡದೆ ಆತ್ಮವಿಶ್ವಾಸದಿಂದ ಎದುರಿಸಬೇಕು. ಶಿಕ್ಷಕರು ನೀಡುವ ಮಾರ್ಗದರ್ಶನ ಪಾಲಿಸಬೇಕು ಎಂದರು. ಪ್ರಾಂಶುಪಾಲರು, ಶಿಕ್ಷಕರು, ಪೋಷಕರು ಹಾಗೂ ವಿದ್ಯಾರ್ಥಿಗಳು ಉಪಸ್ಥಿತರಿದ್ದರು.	[480, 1194, 634, 1265]
registration-dot	[110, 1408, 118, 1416]
thumbs-up-icon: ✋	[28, 66, 64, 104]
brief-text: ರಾಜ್ಯ ಸರ್ಕಾರ ಶುಕ್ರವಾರ ಮಂಡಿಸಿದ ಬಜೆಟ್‌ನಲ್ಲಿ ಜಿಲ್ಲೆಯ ಸಮಗ್ರ ಅಭಿವೃದ್ಧಿ ಯೋಜನೆಗಳ ಪ್ರಸ್ತಾಪ ಇಲ್ಲದಿರುವುದು ಜನತೆಯಲ್ಲಿ ನಿರಾಸೆ ಮೂಡಿಸಿದೆ. ಕೃಷಿ, ನೀರಾವರಿ, ರಸ್ತೆ, ಹೈನುಗಾರಿಕೆ, ಪ್ರವಾಸೋದ್ಯಮ ಸೇರಿದಂತೆ ಹಲವು ಕ್ಷೇತ್ರಗಳಲ್ಲಿ ಜಿಲ್ಲೆಯನ್ನು ಕಡೆಗಣಿಸಲಾಗಿದೆ ಎಂದು ಸಾರ್ವಜನಿಕರು ಬೇಸರ ವ್ಯಕ್ತಪಡಿಸಿದರು. ಜಿಲ್ಲಾ ಕೇಂದ್ರದ ಅಭಿವೃದ್ಧಿಗೆ ವಿಶೇಷ ಅನುದಾನ ನೀಡಬೇಕಿತ್ತು. ಎತ್ತಿನಹೊಳೆ ಯೋಜನೆ, ವಿಮಾನ ನಿಲ್ದಾಣ ಸಂಪರ್ಕ ರಸ್ತೆ, ಕೈಗಾರಿಕಾ ವಲಯಕ್ಕೆ ಯಾವುದೇ ಘೋಷಣೆ ಇಲ್ಲ ಎಂದು ರೈತ ಮುಖಂಡರು ಆರೋಪಿಸಿದರು. ಬಜೆಟ್‌ನಲ್ಲಿ ಗ್ರಾಮೀಣ ಭಾಗಕ್ಕೆ ಪ್ರಾಮುಖ್ಯತೆ ಸಿಗಬೇಕಿತ್ತು ಎಂದು ಹೇಳಿದರು. ಕೆರೆ ತುಂಬಿಸುವ ಯೋಜನೆ ಹಾಗೂ ಕುಡಿಯುವ ನೀರಿನ ಸಮಸ್ಯೆ ನಿವಾರಣೆಗೆ ಕ್ರಮ ಕೈಗೊಳ್ಳಬೇಕು ಎಂದು ಒತ್ತಾಯಿಸಿದರು.	[27, 130, 200, 210]
story-drama	[209, 668, 594, 828]
masthead-underline	[20, 60, 915, 62]
station-door	[470, 242, 530, 282]
masthead-tagline: ರಾಷ್ಟ್ರ ಜಾಗೃತಿಯ ದೈನಿಕ	[88, 36, 137, 44]
brief-rule	[27, 127, 200, 128]
reaction-quote: ಕಾಂಗ್ರೆಸ್ ಸರ್ಕಾರದ ಬಜೆಟ್ ಈ ಬಾರಿ ಜಿಲ್ಲೆಗೆ ಹೆಚ್ಚಿನ ಅನುದಾನ ನೀಡಿದೆ. ಶಿಕ್ಷಣ ಹಾಗೂ ಆರೋಗ್ಯಕ್ಕೆ ಒತ್ತು ನೀಡಲಾಗಿದ್ದು, ಸಂಚಾರಿ ಪೊಲೀಸ್ ಠಾಣೆ ಘೋಷಣೆ ಸ್ವಾಗತಾರ್ಹ. ಸಿಎಂ ಸಿದ್ದರಾಮಯ್ಯ ಅವರು ಉತ್ತಮ ಬಜೆಟ್ ನೀಡಿದ್ದಾರೆ.	[711, 280, 805, 333]
brief-rule	[27, 672, 200, 673]
masthead-rule	[235, 2, 915, 4]
reaction-sign: ಮುನಿರಾಜು, ಜೆಡಿಎಸ್ ಮುಖಂಡ	[816, 366, 885, 374]
brief-3	[27, 640, 200, 840]
story-body	[338, 870, 450, 1116]
column-divider	[475, 1132, 476, 1400]
lotus-logo-icon: ✿	[66, 11, 86, 31]
council-sign: CITY MUNICIPAL COUNCIL	[812, 740, 870, 745]
